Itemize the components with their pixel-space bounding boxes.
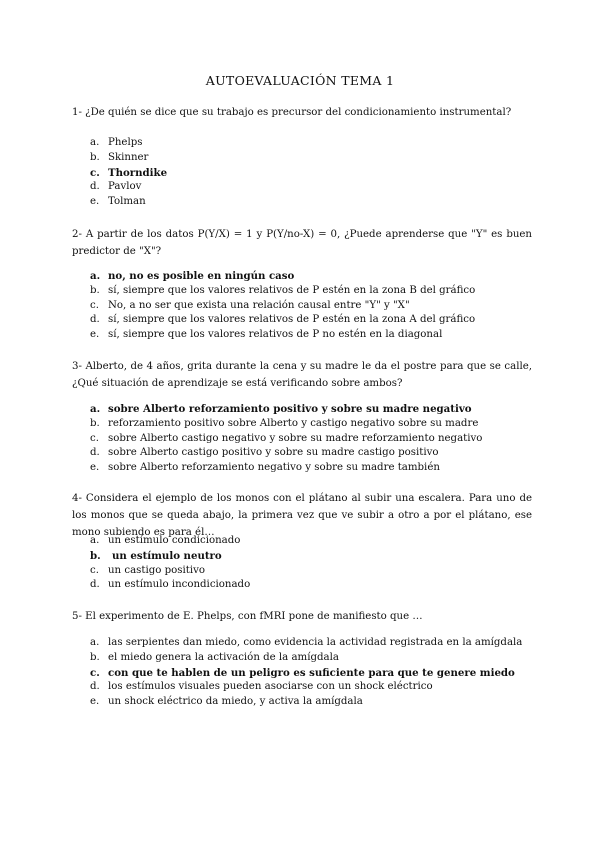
question-4: 4- Considera el ejemplo de los monos con el plátano al subir una escalera. Para uno de los monos que se queda abajo, la primera vez que ve subir a otro a por el plátano, ese mono subiendo es para él…	[72, 493, 532, 538]
option-q3-d: d. sobre Alberto castigo positivo y sobre su madre castigo positivo	[90, 447, 439, 459]
option-q3-c: c. sobre Alberto castigo negativo y sobre su madre reforzamiento negativo	[90, 432, 483, 444]
option-q2-e: e. sí, siempre que los valores relativos de P no estén en la diagonal	[90, 329, 443, 341]
option-q4-a: a. un estímulo condicionado	[90, 535, 241, 546]
option-q3-b: b. reforzamiento positivo sobre Alberto y castigo negativo sobre su madre	[90, 417, 479, 429]
option-q5-b: b. el miedo genera la activación de la amígdala	[90, 651, 339, 663]
options-q5	[90, 636, 530, 710]
option-q1-d: d. Pavlov	[90, 181, 142, 193]
options-q2	[90, 269, 530, 343]
option-q5-e: e. un shock eléctrico da miedo, y activa la amígdala	[90, 696, 363, 708]
option-q3-e: e. sobre Alberto reforzamiento negativo y sobre su madre también	[90, 462, 440, 474]
question-2: 2- A partir de los datos P(Y/X) = 1 y P(Y/no-X) = 0, ¿Puede aprenderse que "Y" es buen predictor de "X"?	[72, 229, 532, 257]
options-q4	[90, 534, 530, 593]
option-q2-b: b. sí, siempre que los valores relativos de P estén en la zona B del gráfico	[90, 284, 476, 296]
question-1: 1- ¿De quién se dice que su trabajo es precursor del condicionamiento instrumental?	[72, 107, 512, 118]
option-q2-a: a. no, no es posible en ningún caso	[90, 270, 295, 282]
option-q5-a: a. las serpientes dan miedo, como evidencia la actividad registrada en la amígdala	[90, 637, 523, 648]
page-title: AUTOEVALUACIÓN TEMA 1	[205, 73, 395, 88]
options-q1	[90, 136, 530, 210]
options-q3	[90, 402, 530, 476]
option-q4-d: d. un estímulo incondicionado	[90, 579, 251, 591]
option-q5-d: d. los estímulos visuales pueden asociarse con un shock eléctrico	[90, 681, 433, 693]
option-q5-c: c. con que te hablen de un peligro es suficiente para que te genere miedo	[90, 666, 515, 679]
option-q3-a: a. sobre Alberto reforzamiento positivo y sobre su madre negativo	[90, 403, 472, 415]
option-q2-d: d. sí, siempre que los valores relativos de P estén en la zona A del gráfico	[90, 314, 476, 326]
option-q1-b: b. Skinner	[90, 151, 149, 163]
option-q1-a: a. Phelps	[90, 137, 143, 148]
option-q4-c: c. un castigo positivo	[90, 564, 205, 576]
question-5: 5- El experimento de E. Phelps, con fMRI pone de manifiesto que …	[72, 611, 423, 622]
question-3: 3- Alberto, de 4 años, grita durante la cena y su madre le da el postre para que se calle, ¿Qué situación de aprendizaje se está verificando sobre ambos?	[72, 361, 532, 389]
option-q1-c: c. Thorndike	[90, 166, 168, 179]
option-q2-c: c. No, a no ser que exista una relación causal entre "Y" y "X"	[90, 299, 410, 311]
option-q4-b: b. un estímulo neutro	[90, 549, 222, 562]
option-q1-e: e. Tolman	[90, 196, 146, 208]
